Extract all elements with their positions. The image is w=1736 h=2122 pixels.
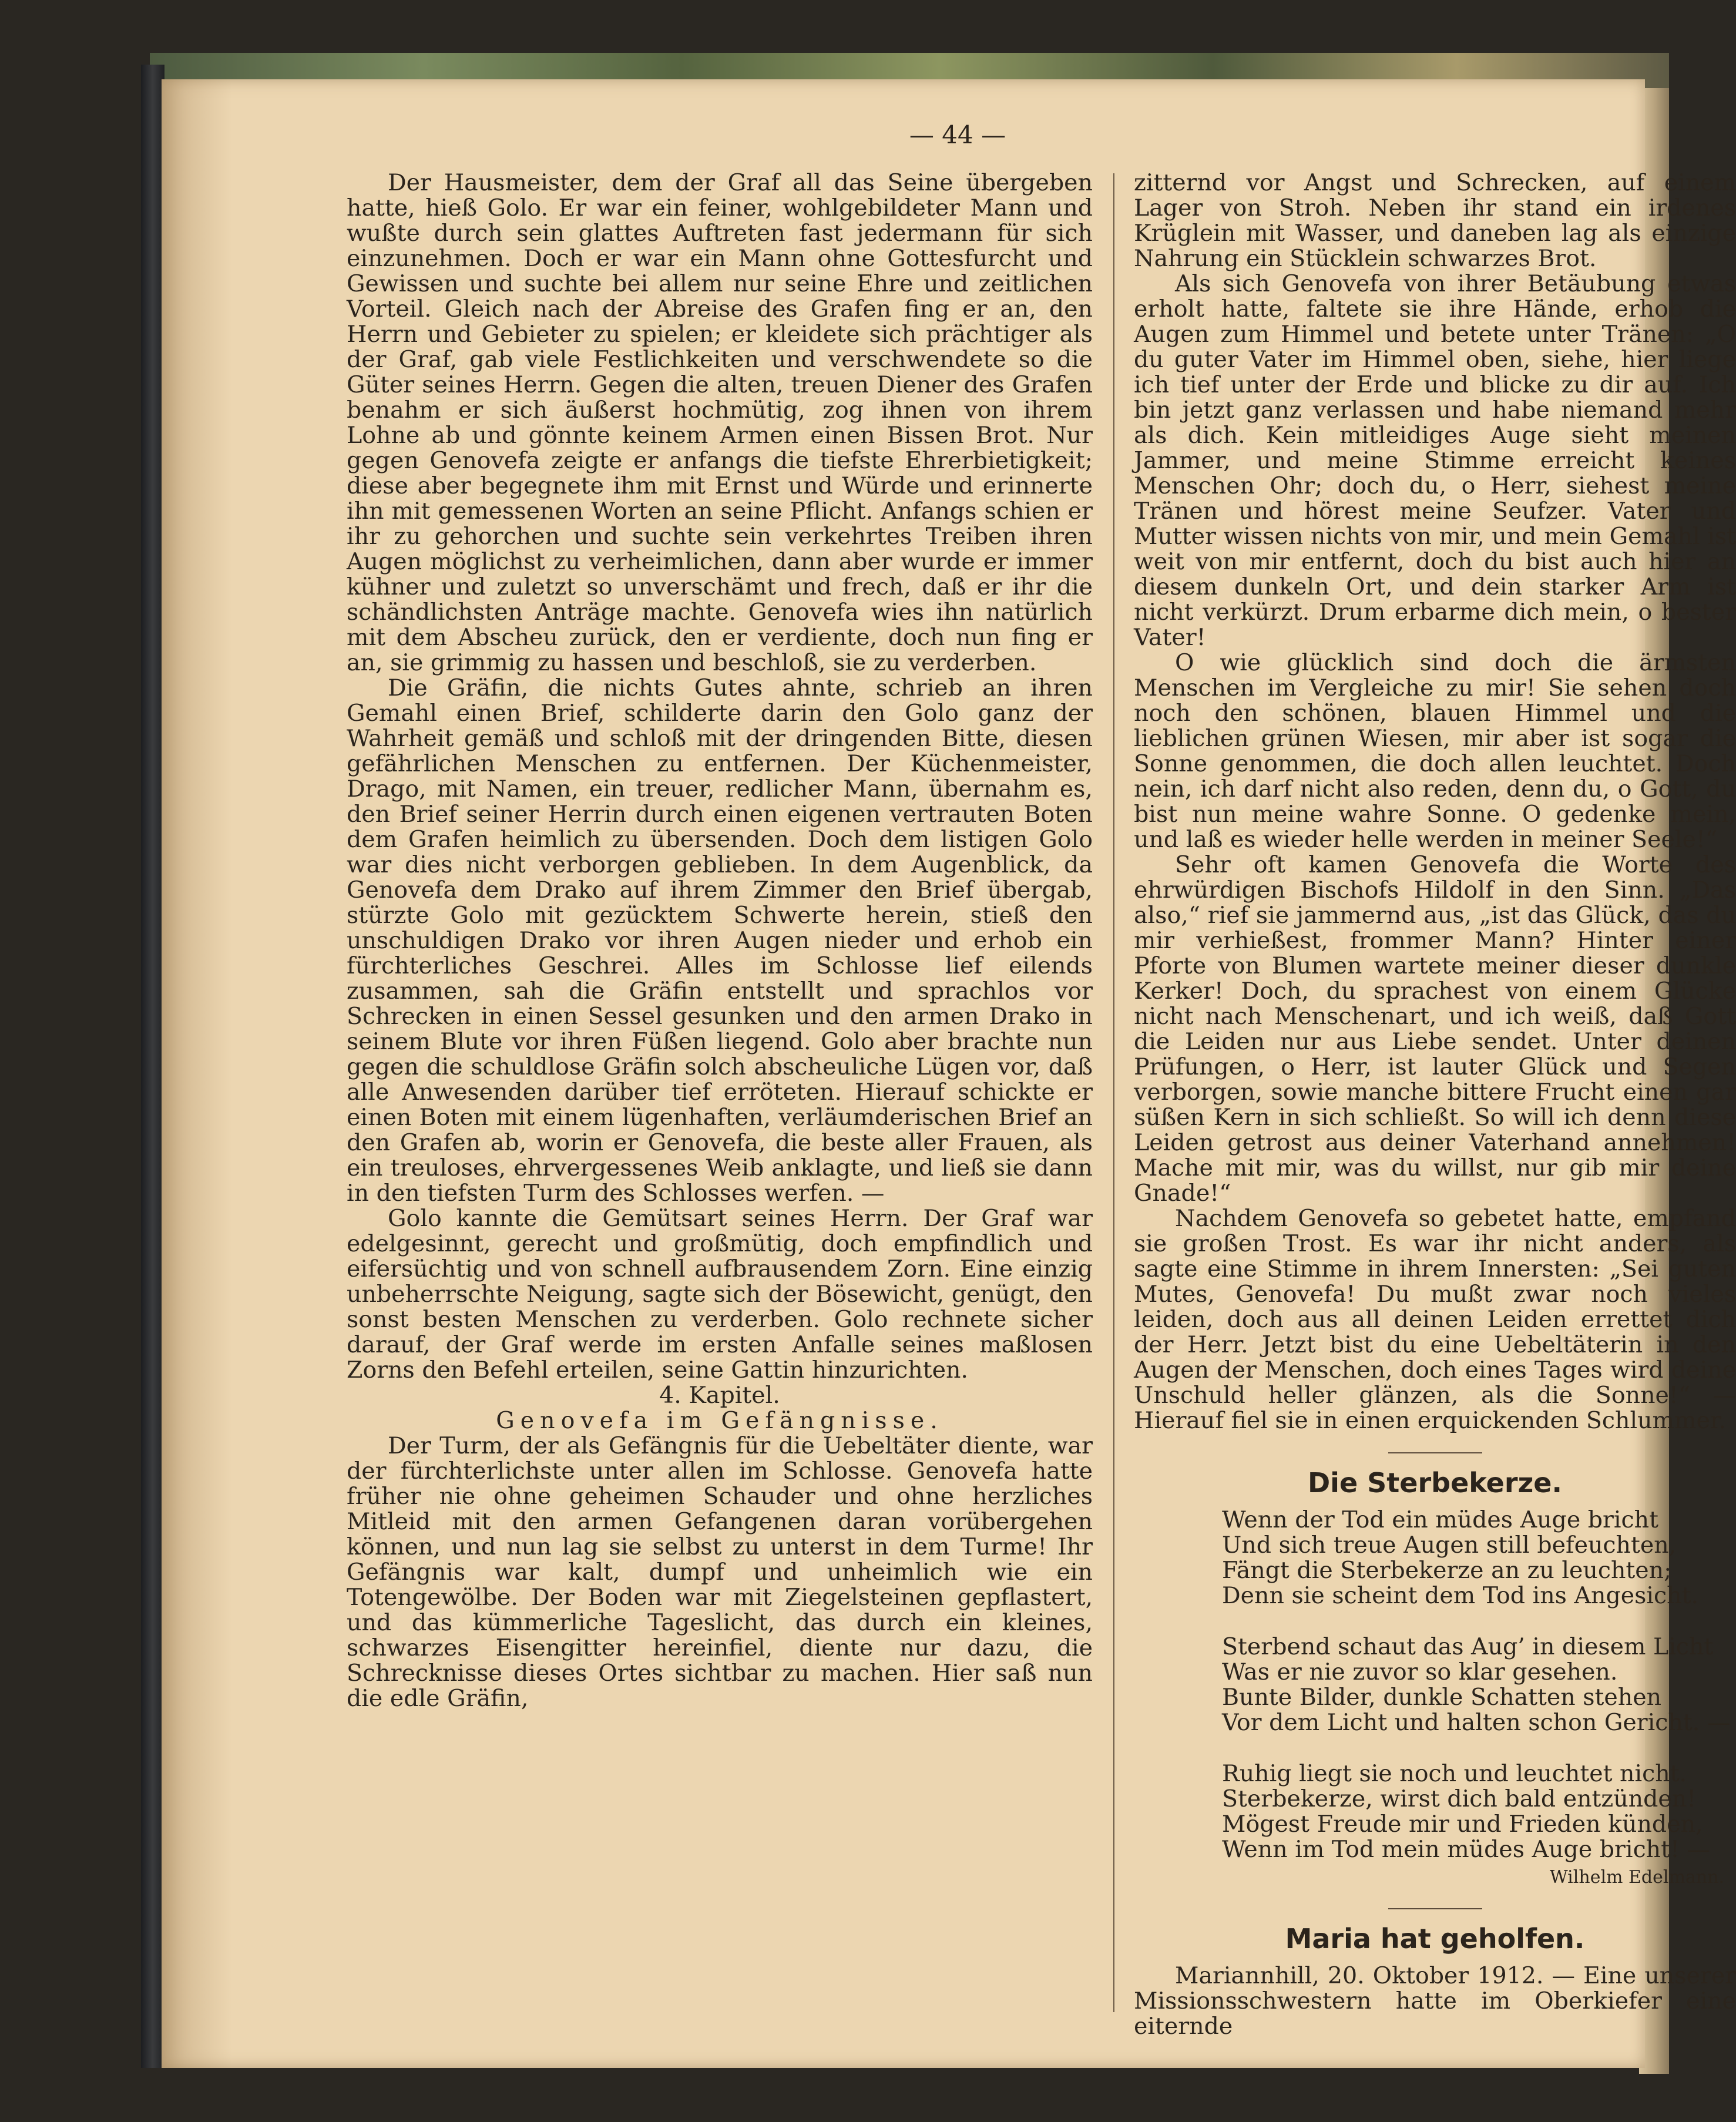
poem-line: Wenn im Tod mein müdes Auge bricht! — [1222,1836,1710,1863]
right-column [1134,170,1736,2039]
paragraph: Sehr oft kamen Genovefa die Worte des ehrwürdigen Bischofs Hildolf in den Sinn. „Das also,“ rief sie jammernd aus, „ist das Glück, das du mir verhießest, frommer Mann? Hinter einer Pforte von Blumen wartete meiner dieser dunkle Kerker! Doch, du sprachest von einem Glücke nicht nach Menschenart, und ich weiß, daß Gott die Leiden nur aus Liebe sendet. Unter deinen Prüfungen, o Herr, ist lauter Glück und Segen verborgen, sowie manche bittere Frucht einen gar süßen Kern in sich schließt. So will ich denn diese Leiden getrost aus deiner Vaterhand annehmen! Mache mit mir, was du willst, nur gib mir deine Gnade!“ [1134,851,1736,1207]
chapter-title: Genovefa im Gefängnisse. [496,1407,943,1434]
article-text: Mariannhill, 20. Oktober 1912. — Eine unserer Missionsschwestern hatte im Oberkiefer eine eiternde [1134,1962,1736,2040]
poem-title: Die Sterbekerze. [1308,1467,1562,1499]
section-divider [1388,1452,1482,1453]
poem-stanza [1222,1761,1736,1862]
poem-stanza [1222,1634,1736,1735]
article-title: Maria hat geholfen. [1285,1923,1585,1955]
left-column [347,170,1093,1711]
poem-line: Und sich treue Augen still befeuchten, [1222,1532,1677,1559]
paragraph: zitternd vor Angst und Schrecken, auf einem Lager von Stroh. Neben ihr stand ein irdenes Krüglein mit Wasser, und daneben lag als einzige Nahrung ein Stücklein schwarzes Brot. [1134,169,1736,272]
page-number: — 44 — [909,120,1006,149]
poem-line: Bunte Bilder, dunkle Schatten stehen [1222,1684,1662,1711]
paragraph: Die Gräfin, die nichts Gutes ahnte, schrieb an ihren Gemahl einen Brief, schilderte darin den Golo ganz der Wahrheit gemäß und schloß mit der dringenden Bitte, diesen gefährlichen Menschen zu entfernen. Der Küchenmeister, Drago, mit Namen, ein treuer, redlicher Mann, übernahm es, den Brief seiner Herrin durch einen eigenen vertrauten Boten dem Grafen heimlich zu übersenden. Doch dem listigen Golo war dies nicht verborgen geblieben. In dem Augenblick, da Genovefa dem Drako auf ihrem Zimmer den Brief übergab, stürzte Golo mit gezücktem Schwerte herein, stieß den unschuldigen Drako vor ihren Augen nieder und erhob ein fürchterliches Geschrei. Alles im Schlosse lief eilends zusammen, sah die Gräfin entstellt und sprachlos vor Schrecken in einen Sessel gesunken und den armen Drako in seinem Blute vor ihren Füßen liegend. Golo aber brachte nun gegen die schuldlose Gräfin solch abscheuliche Lügen vor, daß alle Anwesenden darüber tief erröteten. Hierauf schickte er einen Boten mit einem lügenhaften, verläumderischen Brief an den Grafen ab, worin er Genovefa, die beste aller Frauen, als ein treuloses, ehrvergessenes Weib anklagte, und ließ sie dann in den tiefsten Turm des Schlosses werfen. — [347,674,1093,1207]
poem-stanza [1222,1507,1736,1609]
book-spine [141,65,164,2068]
book-page [162,79,1736,2068]
poem-line: Mögest Freude mir und Frieden künden, [1222,1811,1703,1838]
poem-line: Denn sie scheint dem Tod ins Angesicht. [1222,1582,1699,1609]
paragraph: Golo kannte die Gemütsart seines Herrn. Der Graf war edelgesinnt, gerecht und großmütig, doch empfindlich und eifersüchtig und von schnell aufbrausendem Zorn. Eine einzig unbeherrschte Neigung, sagte sich der Bösewicht, genügt, den sonst besten Menschen zu verderben. Golo rechnete sicher darauf, der Graf werde im ersten Anfalle seines maßlosen Zorns den Befehl erteilen, seine Gattin hinzurichten. [347,1205,1093,1384]
section-divider [1388,1908,1482,1909]
poem-line: Sterbend schaut das Aug’ in diesem Licht [1222,1633,1714,1660]
chapter-number: 4. Kapitel. [659,1382,780,1409]
paragraph: Der Hausmeister, dem der Graf all das Seine übergeben hatte, hieß Golo. Er war ein feiner, wohlgebildeter Mann und wußte durch sein glattes Auftreten fast jedermann für sich einzunehmen. Doch er war ein Mann ohne Gottesfurcht und Gewissen und suchte bei allem nur seine Ehre und zeitlichen Vorteil. Gleich nach der Abreise des Grafen fing er an, den Herrn und Gebieter zu spielen; er kleidete sich prächtiger als der Graf, gab viele Festlichkeiten und verschwendete so die Güter seines Herrn. Gegen die alten, treuen Diener des Grafen benahm er sich äußerst hochmütig, zog ihnen von ihrem Lohne ab und gönnte keinem Armen einen Bissen Brot. Nur gegen Genovefa zeigte er anfangs die tiefste Ehrerbietigkeit; diese aber begegnete ihm mit Ernst und Würde und erinnerte ihn mit gemessenen Worten an seine Pflicht. Anfangs schien er ihr zu gehorchen und suchte sein verkehrtes Treiben ihren Augen möglichst zu verheimlichen, dann aber wurde er immer kühner und zuletzt so unverschämt und frech, daß er ihr die schändlichsten Anträge machte. Genovefa wies ihn natürlich mit dem Abscheu zurück, den er verdiente, doch nun fing er an, sie grimmig zu hassen und beschloß, sie zu verderben. [347,169,1093,676]
page-gutter-shadow [162,79,232,2068]
poem-line: Wenn der Tod ein müdes Auge bricht [1222,1506,1658,1533]
poem-line: Sterbekerze, wirst dich bald entzünden! [1222,1785,1697,1812]
poem-line: Vor dem Licht und halten schon Gericht. — [1222,1709,1731,1736]
column-divider [1113,173,1114,2012]
paragraph: Nachdem Genovefa so gebetet hatte, empfand sie großen Trost. Es war ihr nicht anders, als sagte eine Stimme in ihrem Innersten: „Sei guten Mutes, Genovefa! Du mußt zwar noch vieles leiden, doch aus all deinen Leiden errettet dich der Herr. Jetzt bist du eine Uebeltäterin in den Augen der Menschen, doch eines Tages wird deine Unschuld heller glänzen, als die Sonne!“ — Hierauf fiel sie in einen erquickenden Schlummer. [1134,1205,1736,1434]
paragraph: Als sich Genovefa von ihrer Betäubung etwas erholt hatte, faltete sie ihre Hände, erhob die Augen zum Himmel und betete unter Tränen: „O du guter Vater im Himmel oben, siehe, hier liege ich tief unter der Erde und blicke zu dir auf. Ich bin jetzt ganz verlassen und habe niemand mehr als dich. Kein mitleidiges Auge sieht meinen Jammer, und meine Stimme erreicht keines Menschen Ohr; doch du, o Herr, siehest meine Tränen und hörest meine Seufzer. Vater und Mutter wissen nichts von mir, und mein Gemahl ist weit von mir entfernt, doch du bist auch hier an diesem dunkeln Ort, und dein starker Arm ist nicht verkürzt. Drum erbarme dich mein, o bester Vater! [1134,270,1736,651]
article [1134,1922,1736,2039]
poem-author: Wilhelm Edelmann. [1549,1867,1724,1888]
paragraph: O wie glücklich sind doch die ärmsten Menschen im Vergleiche zu mir! Sie sehen doch noch den schönen, blauen Himmel und die lieblichen grünen Wiesen, mir aber ist sogar die Sonne genommen, die doch allen leuchtet. Doch nein, ich darf nicht also reden, denn du, o Gott, du bist nun meine wahre Sonne. O gedenke mein, und laß es wieder helle werden in meiner Seele!“ [1134,649,1736,853]
paragraph: Der Turm, der als Gefängnis für die Uebeltäter diente, war der fürchterlichste unter allen im Schlosse. Genovefa hatte früher nie ohne geheimen Schauder und ohne herzliches Mitleid mit den armen Gefangenen daran vorübergehen können, und nun lag sie selbst zu unterst in dem Turme! Ihr Gefängnis war kalt, dumpf und unheimlich wie ein Totengewölbe. Der Boden war mit Ziegelsteinen gepflastert, und das kümmerliche Tageslicht, das durch ein kleines, schwarzes Eisengitter hereinfiel, diente nur dazu, die Schrecknisse dieses Ortes sichtbar zu machen. Hier saß nun die edle Gräfin, [347,1432,1093,1712]
poem-line: Ruhig liegt sie noch und leuchtet nicht. [1222,1760,1687,1787]
poem-line: Fängt die Sterbekerze an zu leuchten; [1222,1557,1672,1584]
poem [1134,1466,1736,1889]
poem-line: Was er nie zuvor so klar gesehen. [1222,1658,1618,1685]
